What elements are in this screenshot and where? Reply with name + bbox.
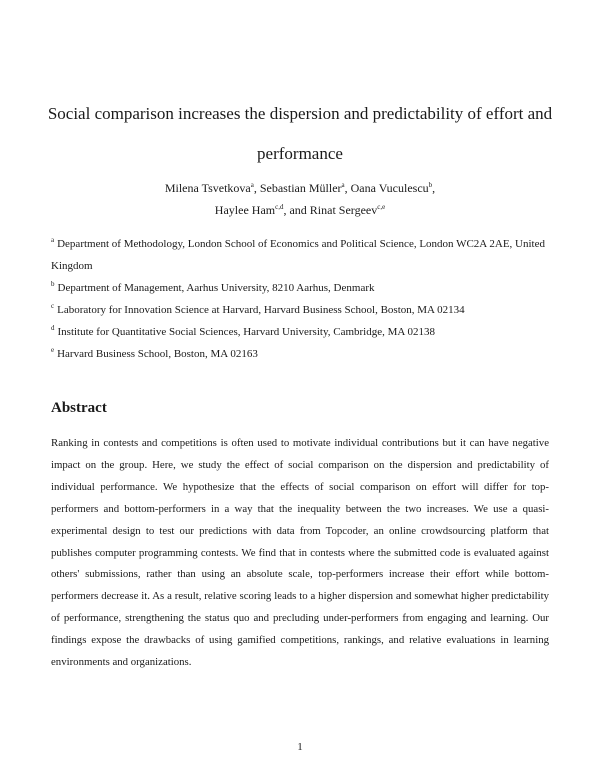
affiliation-item xyxy=(51,343,551,365)
author-separator: , xyxy=(344,181,351,195)
paper-title: Social comparison increases the dispersion and predictability of effort and performance xyxy=(47,104,553,163)
affiliation-mark: e xyxy=(51,346,55,355)
author-name: Rinat Sergeev xyxy=(309,203,378,217)
abstract-body: Ranking in contests and competitions is often used to motivate individual contributions but it can have negative impact on the group. Here, we study the effect of social comparison on the dispersion and predictability of individual performance. We hypothesize that the effects of social comparison on effort will differ for top-performers and bottom-performers in a way that the inequality between the two increases. We use a quasi-experimental design to test our predictions with data from Topcoder, an online crowdsourcing platform that publishes computer programming contests. We find that in contests where the submitted code is evaluated against others' submissions, rather than using an absolute scale, top-performers increase their effort while bottom-performers decrease it. As a result, relative scoring leads to a higher dispersion and somewhat higher predictability of performance, strengthening the status quo and precluding under-performers from engaging and learning. Our findings expose the drawbacks of using gamified competitions, rankings, and relative evaluations in learning environments and organizations. xyxy=(51,437,549,669)
author-affil-mark: a xyxy=(250,181,254,189)
author-list xyxy=(60,177,540,221)
affiliation-mark: b xyxy=(51,280,55,289)
affiliation-item xyxy=(51,277,551,299)
author-affil-mark: c,d xyxy=(275,203,284,211)
affiliation-item xyxy=(51,321,551,343)
affiliation-text: Department of Management, Aarhus University, 8210 Aarhus, Denmark xyxy=(57,282,375,294)
author-line-2 xyxy=(60,199,540,221)
affiliation-list xyxy=(51,233,551,365)
author-separator: , xyxy=(253,181,260,195)
affiliation-mark: a xyxy=(51,236,55,245)
affiliation-mark: c xyxy=(51,302,55,311)
author-affil-mark: c,e xyxy=(377,203,386,211)
author-affil-mark: b xyxy=(428,181,433,189)
page-number: 1 xyxy=(297,741,303,753)
author-name: Haylee Ham xyxy=(214,203,276,217)
author-separator: , xyxy=(432,181,436,195)
author-line-1 xyxy=(60,177,540,199)
author-name: Oana Vuculescu xyxy=(350,181,429,195)
affiliation-text: Laboratory for Innovation Science at Harvard, Harvard Business School, Boston, MA 02134 xyxy=(57,304,465,316)
affiliation-mark: d xyxy=(51,324,55,333)
author-name: Sebastian Müller xyxy=(259,181,342,195)
abstract-heading: Abstract xyxy=(51,400,107,416)
author-name: Milena Tsvetkova xyxy=(164,181,251,195)
affiliation-item xyxy=(51,299,551,321)
affiliation-text: Harvard Business School, Boston, MA 02163 xyxy=(57,348,258,360)
affiliation-text: Institute for Quantitative Social Sciences, Harvard University, Cambridge, MA 02138 xyxy=(57,326,435,338)
affiliation-item xyxy=(51,233,551,277)
affiliation-text: Department of Methodology, London School of Economics and Political Science, London WC2A 2AE, United Kingdom xyxy=(51,238,545,272)
author-separator: , and xyxy=(283,203,310,217)
author-affil-mark: a xyxy=(341,181,345,189)
